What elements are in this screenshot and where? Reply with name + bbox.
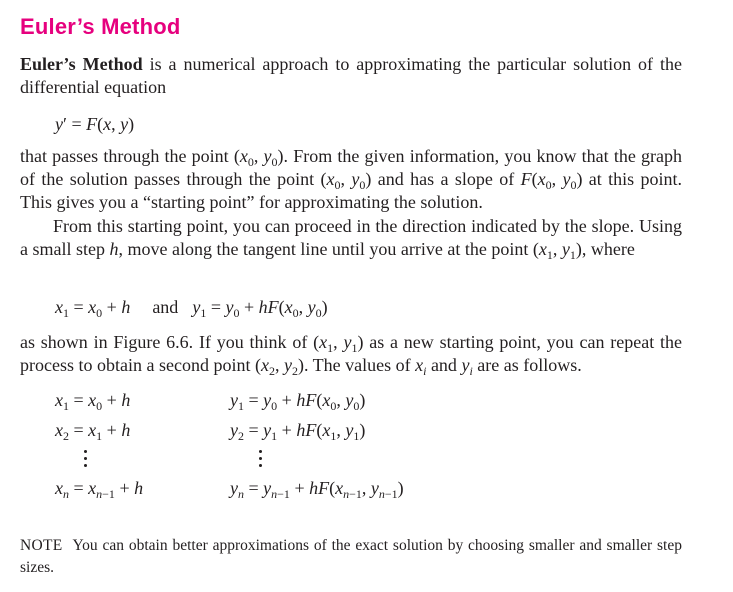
differential-equation: y′ = F(x, y) (55, 114, 135, 134)
tangent-step-paragraph: From this starting point, you can proceed in the direction indicated by the slope. Using a small step h, move along the tangent line until you arrive at the point ($x_1$, $y_1$), where (20, 216, 682, 262)
tangent-step-text-a: From this starting point, you can proceed in the direction indicated by the slope. Using a small step (20, 216, 682, 259)
repeat-text-c: . The values of (303, 355, 416, 375)
repeat-text-d: and (426, 355, 462, 375)
repeat-process-paragraph: as shown in Figure 6.6. If you think of ($x_1$, $y_1$) as a new starting point, you can repeat the process to obtain a second point ($x_2$, $y_2$). The values of $x_i$ and $y_i$ are as follows. (20, 332, 682, 378)
euler-method-term: Euler’s Method (20, 54, 143, 74)
y2-formula: $y_2 = y_1 + hF(x_1$, $y_1$) (230, 420, 366, 443)
yn-formula: $y_n = y_{n-1} + hF(x_{n-1}$, $y_{n-1}$) (230, 478, 404, 501)
y1-formula: $y_1 = y_0 + hF(x_0$, $y_0$) (230, 390, 366, 413)
repeat-text-b: as a new starting point, you can repeat the process to obtain a second point (20, 332, 682, 375)
first-step-equations: $x_1 = x_0 + h$ and $y_1 = y_0 + hF(x_0$, $y_0$) (55, 297, 328, 320)
note-label: NOTE (20, 537, 63, 554)
starting-point-text-a: that passes through the point (20, 146, 234, 166)
starting-point-text-c: and has a slope of (371, 169, 521, 189)
intro-text: is a numerical approach to approximating the particular solution of the differential equation (20, 54, 682, 97)
y-vertical-ellipsis (255, 450, 265, 467)
x1-formula: $x_1 = x_0 + h$ (55, 390, 131, 413)
x2-formula: $x_2 = x_1 + h$ (55, 420, 131, 443)
tangent-step-text-c: , where (581, 239, 635, 259)
starting-point-paragraph: that passes through the point ($x_0$, $y_0$). From the given information, you know that the graph of the solution passes through the point ($x_0$, $y_0$) and has a slope of $F(x_0$, $y_0$) at this point. This gives you a “starting point” for approximating the solution. (20, 146, 683, 212)
starting-point-text-b: . From the given information, you know that the graph of the solution passes through the point (20, 146, 682, 189)
note-text: You can obtain better approximations of the exact solution by choosing smaller and smaller step sizes. (20, 537, 682, 576)
note-block (20, 535, 682, 579)
x-vertical-ellipsis (80, 450, 90, 467)
and-word: and (152, 297, 179, 317)
tangent-step-text-b: , move along the tangent line until you arrive at the point (118, 239, 533, 259)
repeat-text-e: are as follows. (472, 355, 582, 375)
section-heading: Euler’s Method (20, 14, 181, 39)
xn-formula: $x_n = x_{n-1} + h$ (55, 478, 144, 501)
starting-point-text-d: at this point. This gives you a “starting point” for approximating the solution. (20, 169, 683, 212)
intro-paragraph (20, 53, 682, 99)
repeat-text-a: as shown in Figure 6.6. If you think of (20, 332, 314, 352)
